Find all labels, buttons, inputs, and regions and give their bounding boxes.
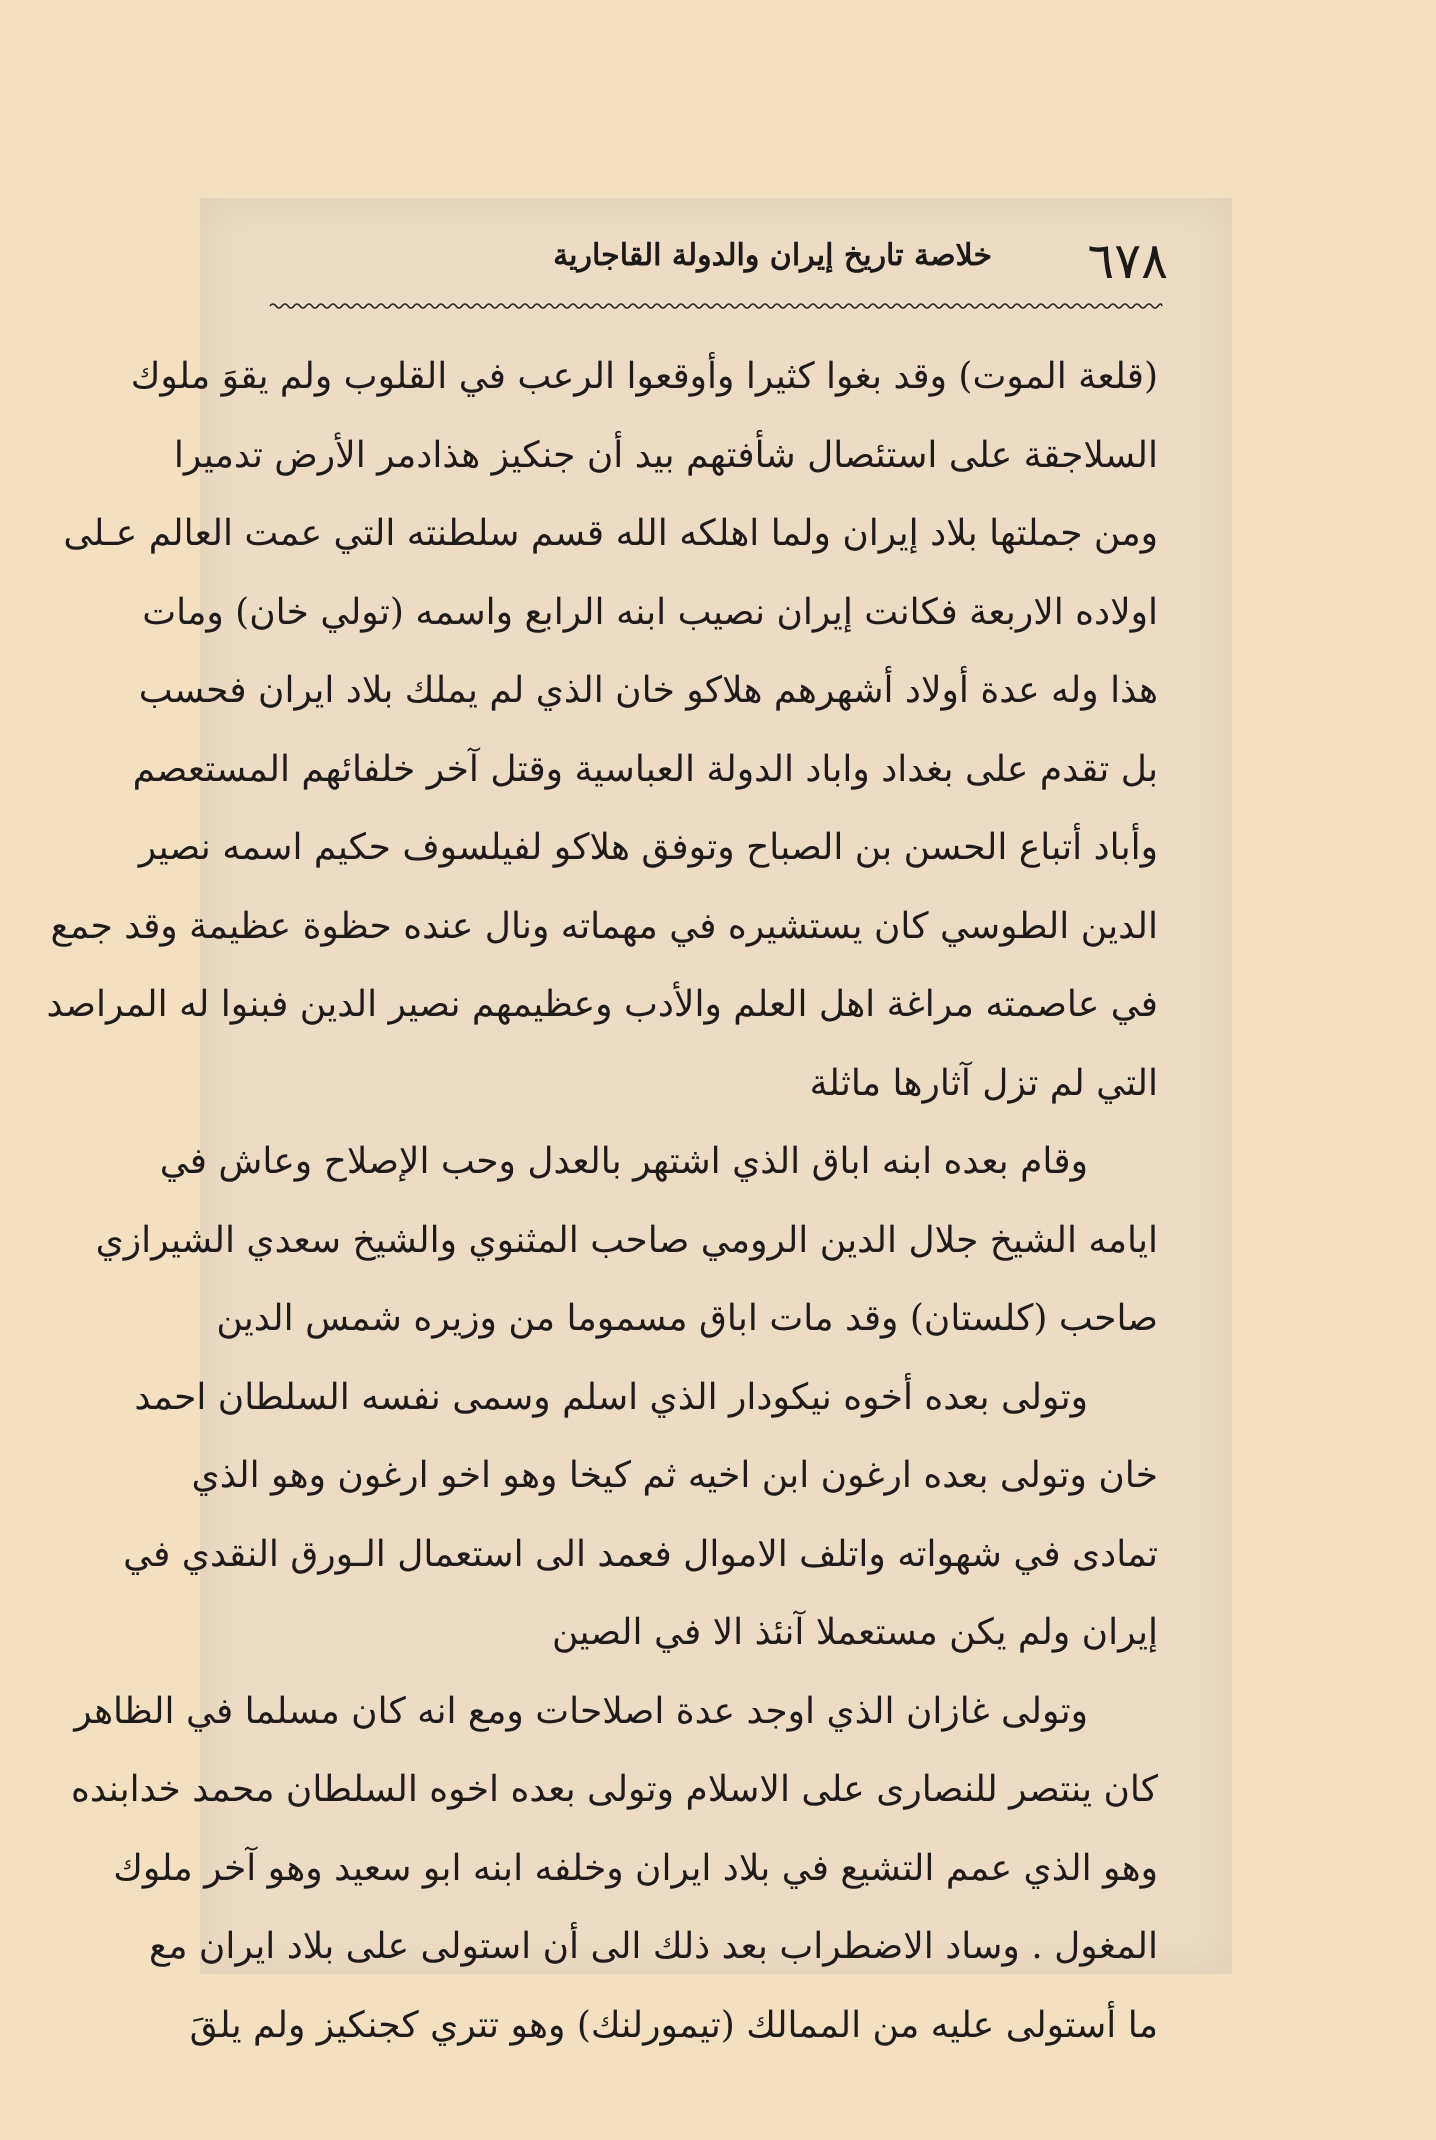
- text-line: ايامه الشيخ جلال الدين الرومي صاحب المثنوي والشيخ سعدي الشيرازي: [95, 1219, 1158, 1261]
- body-text: [46, 338, 1158, 2065]
- running-title: خلاصة تاريخ إيران والدولة القاجارية: [553, 238, 992, 273]
- text-line: المغول . وساد الاضطراب بعد ذلك الى أن استولى على بلاد ايران مع: [149, 1926, 1158, 1967]
- text-line: إيران ولم يكن مستعملا آنئذ الا في الصين: [552, 1612, 1158, 1653]
- text-line: كان ينتصر للنصارى على الاسلام وتولى بعده اخوه السلطان محمد خدابنده: [71, 1769, 1158, 1810]
- text-line: (قلعة الموت) وقد بغوا كثيرا وأوقعوا الرعب في القلوب ولم يقوَ ملوك: [130, 356, 1158, 397]
- page-number: ٦٧٨: [1087, 232, 1168, 290]
- text-line: في عاصمته مراغة اهل العلم والأدب وعظيمهم نصير الدين فبنوا له المراصد: [46, 984, 1158, 1025]
- text-line: وهو الذي عمم التشيع في بلاد ايران وخلفه ابنه ابو سعيد وهو آخر ملوك: [113, 1847, 1158, 1889]
- text-line: بل تقدم على بغداد واباد الدولة العباسية وقتل آخر خلفائهم المستعصم: [132, 748, 1158, 790]
- book-page: [46, 198, 1232, 2046]
- text-line: وقام بعده ابنه اباق الذي اشتهر بالعدل وحب الإصلاح وعاش في: [159, 1141, 1088, 1182]
- text-line: خان وتولى بعده ارغون ابن اخيه ثم كيخا وهو اخو ارغون وهو الذي: [191, 1455, 1158, 1496]
- text-line: تمادى في شهواته واتلف الاموال فعمد الى استعمال الـورق النقدي في: [123, 1533, 1158, 1575]
- text-line: الدين الطوسي كان يستشيره في مهماته ونال عنده حظوة عظيمة وقد جمع: [50, 905, 1158, 947]
- text-line: اولاده الاربعة فكانت إيران نصيب ابنه الرابع واسمه (تولي خان) ومات: [142, 591, 1158, 633]
- text-line: ما أستولى عليه من الممالك (تيمورلنك) وهو تتري كجنكيز ولم يلقَ: [189, 2004, 1158, 2046]
- text-line: وتولى غازان الذي اوجد عدة اصلاحات ومع انه كان مسلما في الظاهر: [74, 1690, 1088, 1732]
- text-line: هذا وله عدة أولاد أشهرهم هلاكو خان الذي لم يملك بلاد ايران فحسب: [138, 670, 1158, 711]
- text-line: السلاجقة على استئصال شأفتهم بيد أن جنكيز هذادمر الأرض تدميرا: [173, 434, 1158, 476]
- text-line: وأباد أتباع الحسن بن الصباح وتوفق هلاكو لفيلسوف حكيم اسمه نصير: [138, 827, 1158, 868]
- header-wavy-rule: [270, 302, 1162, 310]
- page-header: [260, 226, 1172, 296]
- text-line: صاحب (كلستان) وقد مات اباق مسموما من وزيره شمس الدين: [216, 1298, 1158, 1339]
- text-line: التي لم تزل آثارها ماثلة: [809, 1062, 1158, 1104]
- text-line: وتولى بعده أخوه نيكودار الذي اسلم وسمى نفسه السلطان احمد: [134, 1376, 1088, 1418]
- text-line: ومن جملتها بلاد إيران ولما اهلكه الله قسم سلطنته التي عمت العالم عـلى: [63, 513, 1158, 554]
